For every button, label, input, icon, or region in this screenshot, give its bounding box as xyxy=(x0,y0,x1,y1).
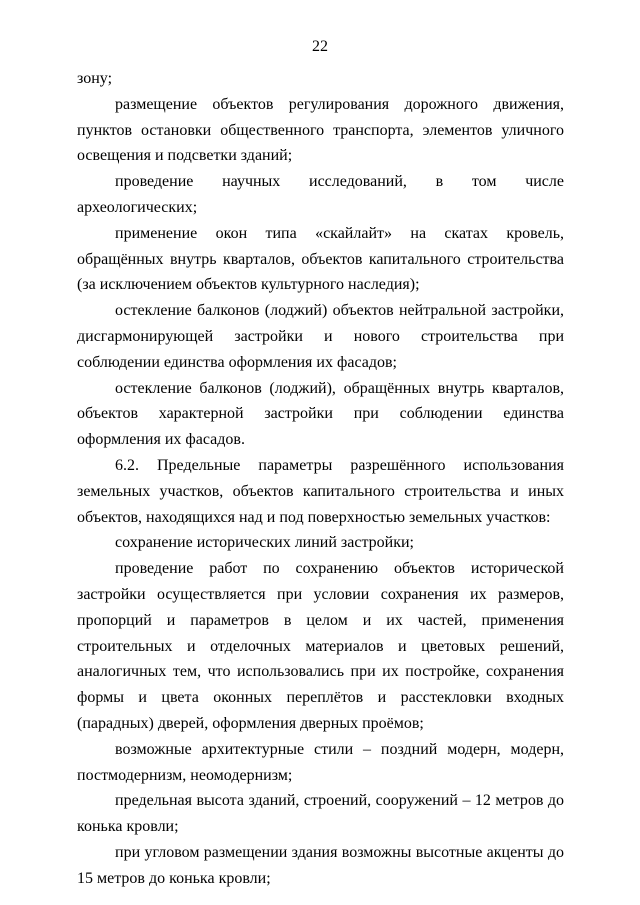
paragraph-traffic-objects: размещение объектов регулирования дорожного движения, пунктов остановки общественного транспорта, элементов уличного освещения и подсветки зданий; xyxy=(77,95,564,165)
document-body xyxy=(77,66,564,892)
paragraph-continuation: зону; xyxy=(77,70,113,87)
paragraph-skylight: применение окон типа «скайлайт» на скатах кровель, обращённых внутрь кварталов, объектов капитального строительства (за исключением объектов культурного наследия); xyxy=(77,224,564,294)
paragraph-max-height: предельная высота зданий, строений, сооружений – 12 метров до конька кровли; xyxy=(77,792,564,836)
page-number: 22 xyxy=(312,38,328,55)
paragraph-research: проведение научных исследований, в том числе археологических; xyxy=(77,173,564,216)
paragraph-preservation-works: проведение работ по сохранению объектов исторической застройки осуществляется при условии сохранения их размеров, пропорций и параметров в целом и их частей, применения строительных и отделочных материалов и цветовых решений, аналогичных тем, что использовались при их постройке, сохранения формы и цвета оконных переплётов и расстекловки входных (парадных) дверей, оформления дверных проёмов; xyxy=(77,560,564,732)
paragraph-balcony-inner: остекление балконов (лоджий), обращённых внутрь кварталов, объектов характерной застройки при соблюдении единства оформления их фасадов. xyxy=(77,379,564,449)
paragraph-balcony-neutral: остекление балконов (лоджий) объектов нейтральной застройки, дисгармонирующей застройки и нового строительства при соблюдении единства оформления их фасадов; xyxy=(77,302,564,371)
paragraph-corner-accent: при угловом размещении здания возможны высотные акценты до 15 метров до конька кровли; xyxy=(77,843,564,887)
paragraph-architectural-styles: возможные архитектурные стили – поздний модерн, модерн, постмодернизм, неомодернизм; xyxy=(77,740,564,784)
paragraph-building-lines: сохранение исторических линий застройки; xyxy=(115,534,414,552)
paragraph-section-6-2: 6.2. Предельные параметры разрешённого использования земельных участков, объектов капитального строительства и иных объектов, находящихся над и под поверхностью земельных участков: xyxy=(77,456,564,526)
